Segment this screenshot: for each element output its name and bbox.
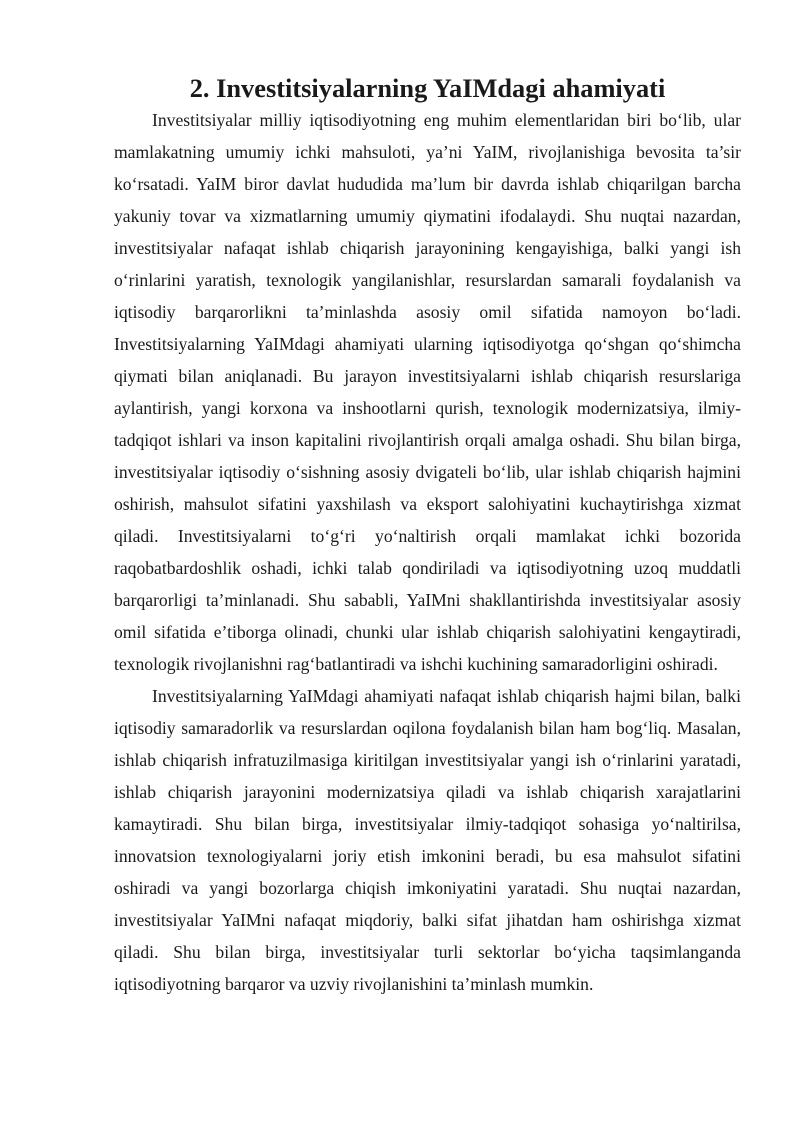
body-paragraph-1: Investitsiyalar milliy iqtisodiyotning eng muhim elementlaridan biri bo‘lib, ular mamlakatning umumiy ichki mahsuloti, ya’ni YaIM, rivojlanishiga bevosita ta’sir ko‘rsatadi. YaIM biror davlat hududida ma’lum bir davrda ishlab chiqarilgan barcha yakuniy tovar va xizmatlarning umumiy qiymatini ifodalaydi. Shu nuqtai nazardan, investitsiyalar nafaqat ishlab chiqarish jarayonining kengayishiga, balki yangi ish o‘rinlarini yaratish, texnologik yangilanishlar, resurslardan samarali foydalanish va iqtisodiy barqarorlikni ta’minlashda asosiy omil sifatida namoyon bo‘ladi. Investitsiyalarning YaIMdagi ahamiyati ularning iqtisodiyotga qo‘shgan qo‘shimcha qiymati bilan aniqlanadi. Bu jarayon investitsiyalarni ishlab chiqarish resurslariga aylantirish, yangi korxona va inshootlarni qurish, texnologik modernizatsiya, ilmiy-tadqiqot ishlari va inson kapitalini rivojlantirish orqali amalga oshadi. Shu bilan birga, investitsiyalar iqtisodiy o‘sishning asosiy dvigateli bo‘lib, ular ishlab chiqarish hajmini oshirish, mahsulot sifatini yaxshilash va eksport salohiyatini kuchaytirishga xizmat qiladi. Investitsiyalarni to‘g‘ri yo‘naltirish orqali mamlakat ichki bozorida raqobatbardoshlik oshadi, ichki talab qondiriladi va iqtisodiyotning uzoq muddatli barqarorligi ta’minlanadi. Shu sababli, YaIMni shakllantirishda investitsiyalar asosiy omil sifatida e’tiborga olinadi, chunki ular ishlab chiqarish salohiyatini kengaytiradi, texnologik rivojlanishni rag‘batlantiradi va ishchi kuchining samaradorligini oshiradi. — [114, 110, 741, 674]
section-heading: 2. Investitsiyalarning YaIMdagi ahamiyati — [189, 73, 666, 103]
document-page — [114, 72, 741, 1000]
body-paragraph-2: Investitsiyalarning YaIMdagi ahamiyati nafaqat ishlab chiqarish hajmi bilan, balki iqtisodiy samaradorlik va resurslardan oqilona foydalanish bilan ham bog‘liq. Masalan, ishlab chiqarish infratuzilmasiga kiritilgan investitsiyalar yangi ish o‘rinlarini yaratadi, ishlab chiqarish jarayonini modernizatsiya qiladi va ishlab chiqarish xarajatlarini kamaytiradi. Shu bilan birga, investitsiyalar ilmiy-tadqiqot sohasiga yo‘naltirilsa, innovatsion texnologiyalarni joriy etish imkonini beradi, bu esa mahsulot sifatini oshiradi va yangi bozorlarga chiqish imkoniyatini yaratadi. Shu nuqtai nazardan, investitsiyalar YaIMni nafaqat miqdoriy, balki sifat jihatdan ham oshirishga xizmat qiladi. Shu bilan birga, investitsiyalar turli sektorlar bo‘yicha taqsimlanganda iqtisodiyotning barqaror va uzviy rivojlanishini ta’minlash mumkin. — [114, 686, 741, 994]
